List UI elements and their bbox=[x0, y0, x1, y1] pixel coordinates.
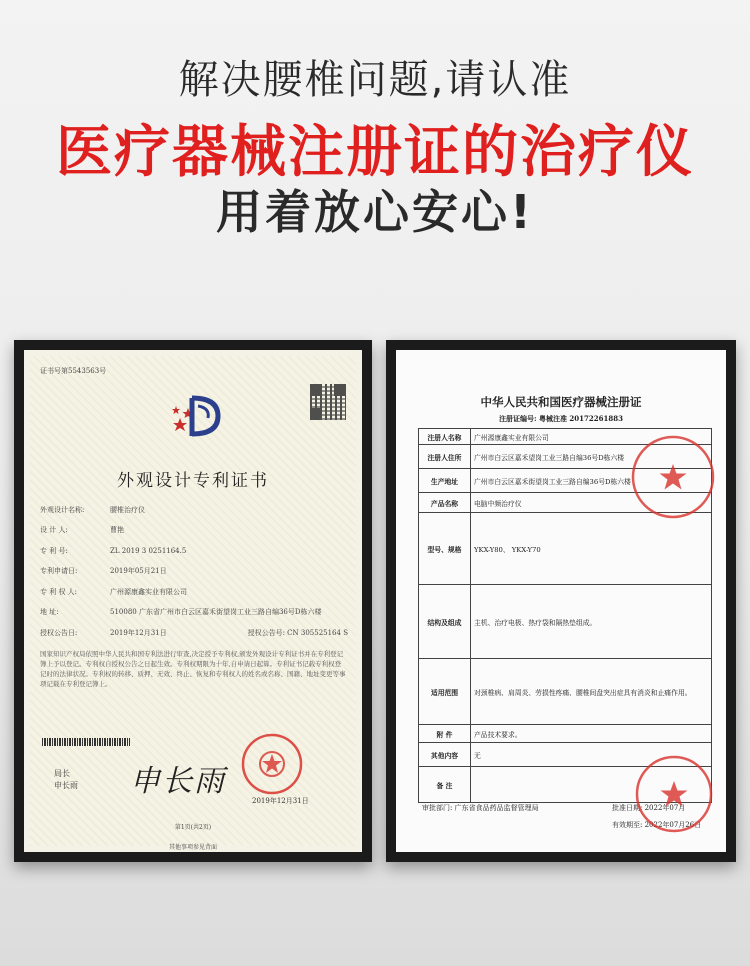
patent-field-key: 专 利 权 人: bbox=[40, 587, 78, 596]
patent-field-value: 2019年12月31日 bbox=[110, 628, 167, 637]
registration-certificate bbox=[402, 356, 720, 846]
barcode bbox=[42, 738, 130, 746]
patent-field-row bbox=[40, 506, 348, 515]
patent-certificate-mat bbox=[24, 350, 362, 852]
table-value: 无 bbox=[471, 743, 712, 767]
patent-footer: 其他事项参见背面 bbox=[168, 844, 217, 851]
patent-field-value: ZL 2019 3 0251164.5 bbox=[110, 546, 187, 555]
patent-description: 国家知识产权局依照中华人民共和国专利法进行审查,决定授予专利权,颁发外观设计专利证书并在专利登记簿上予以登记。专利权自授权公告之日起生效。专利权期限为十年,自申请日起算。专利证书记载专利权登记时的法律状况。专利权的转移、质押、无效、终止、恢复和专利权人的姓名或名称、国籍、地址变更等事项记载在专利登记簿上。 bbox=[40, 650, 346, 689]
patent-field-row bbox=[40, 567, 348, 576]
patent-field-row bbox=[40, 588, 348, 597]
patent-field-value: 510080 广东省广州市白云区嘉禾街望岗工业三路自编36号D栋六楼 bbox=[110, 608, 322, 617]
seal-date: 2019年12月31日 bbox=[252, 797, 309, 805]
patent-office-seal bbox=[240, 732, 304, 796]
patent-title: 外观设计专利证书 bbox=[117, 471, 269, 491]
table-key: 结构及组成 bbox=[419, 585, 471, 659]
table-row bbox=[419, 659, 712, 725]
signature: 申长雨 bbox=[130, 764, 226, 799]
expiry-date: 有效期至: 2022年07月26日 bbox=[612, 821, 702, 829]
table-key: 生产地址 bbox=[419, 469, 471, 493]
approval-department: 审批部门: 广东省食品药品监督管理局 bbox=[422, 804, 539, 812]
registration-certificate-mat bbox=[396, 350, 726, 852]
patent-field-key: 专利申请日: bbox=[40, 567, 78, 576]
patent-field-value: 曹艳 bbox=[110, 526, 124, 535]
patent-field-key: 专 利 号: bbox=[40, 546, 68, 555]
table-value: 广州市白云区嘉禾街望岗工业三路自编36号D栋六楼 bbox=[471, 469, 712, 493]
patent-field-row bbox=[40, 526, 348, 535]
table-key: 其他内容 bbox=[419, 743, 471, 767]
headline-line-1: 解决腰椎问题,请认准 bbox=[178, 57, 572, 103]
patent-field-value: 腰椎治疗仪 bbox=[110, 506, 145, 514]
table-key: 备 注 bbox=[419, 767, 471, 803]
registration-certificate-frame bbox=[386, 340, 736, 862]
table-row bbox=[419, 513, 712, 585]
headline-line-2: 医疗器械注册证的治疗仪 bbox=[56, 120, 694, 185]
table-value: 广州市白云区嘉禾望岗工业三路自编36号D栋六楼 bbox=[471, 445, 712, 469]
patent-field-key: 外观设计名称: bbox=[40, 506, 85, 514]
table-key: 产品名称 bbox=[419, 493, 471, 513]
table-row bbox=[419, 585, 712, 659]
table-key: 附 件 bbox=[419, 725, 471, 743]
company-seal bbox=[630, 434, 716, 520]
patent-certificate bbox=[30, 356, 356, 851]
patent-field-key: 设 计 人: bbox=[40, 526, 68, 535]
registration-number: 注册证编号: 粤械注准 20172261883 bbox=[498, 414, 624, 423]
table-value: 主机、治疗电极、热疗袋和隔热垫组成。 bbox=[471, 585, 712, 659]
table-key: 适用范围 bbox=[419, 659, 471, 725]
table-value: 对颈椎病、肩周炎、劳损性疼痛、腰椎间盘突出症具有消炎和止痛作用。 bbox=[471, 659, 712, 725]
page-indicator: 第1页(共2页) bbox=[174, 824, 212, 831]
qr-code bbox=[310, 384, 346, 420]
headline-line-3: 用着放心安心! bbox=[216, 185, 534, 239]
patent-field-value: 广州源康鑫实业有限公司 bbox=[110, 587, 187, 596]
table-key: 注册人名称 bbox=[419, 429, 471, 445]
patent-field-key: 授权公告日: bbox=[40, 628, 78, 637]
table-value: 产品技术要求。 bbox=[471, 725, 712, 743]
approval-seal bbox=[634, 754, 714, 834]
patent-certificate-frame bbox=[14, 340, 372, 862]
patent-field-row bbox=[40, 608, 348, 617]
table-row bbox=[419, 725, 712, 743]
signer-name: 申长雨 bbox=[54, 781, 78, 790]
patent-field-row bbox=[40, 629, 348, 638]
patent-field-value: 授权公告号: CN 305525164 S bbox=[247, 628, 348, 637]
patent-fields bbox=[40, 506, 348, 649]
patent-field-value: 2019年05月21日 bbox=[110, 567, 167, 576]
patent-certificate-number: 证书号第5543563号 bbox=[40, 367, 107, 375]
table-key: 型号、规格 bbox=[419, 513, 471, 585]
signer-title: 局长 bbox=[54, 769, 70, 778]
approval-date: 批准日期: 2022年07月 bbox=[612, 804, 686, 812]
registration-title: 中华人民共和国医疗器械注册证 bbox=[480, 395, 642, 409]
table-key: 注册人住所 bbox=[419, 445, 471, 469]
table-value: 电脑中频治疗仪 bbox=[471, 493, 712, 513]
patent-office-logo bbox=[168, 386, 228, 446]
table-value: YKX-Y80、 YKX-Y70 bbox=[471, 513, 712, 585]
patent-field-key: 地 址: bbox=[40, 608, 59, 617]
patent-field-row bbox=[40, 547, 348, 556]
table-value: 广州源康鑫实业有限公司 bbox=[471, 429, 712, 445]
